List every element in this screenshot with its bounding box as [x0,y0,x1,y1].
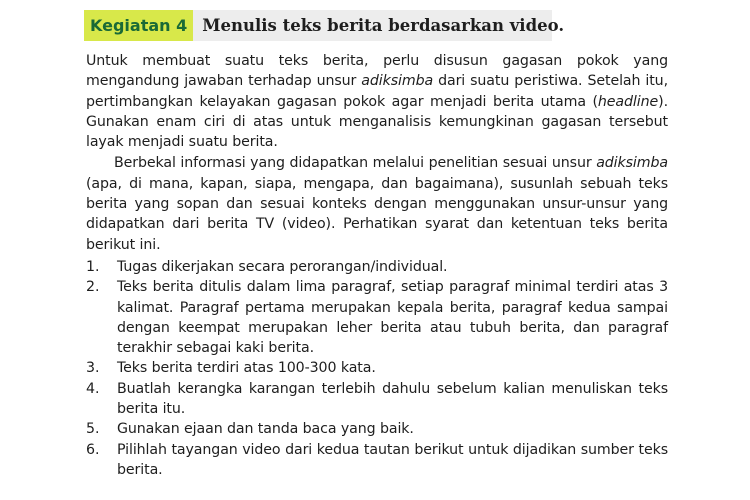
intro-text-part1: Untuk membuat suatu teks berita, perlu disusun gagasan pokok yang mengandung jawaban terhadap unsur [86,53,668,90]
list-item [86,257,668,277]
list-item-text: Gunakan ejaan dan tanda baca yang baik. [117,421,414,438]
list-item [86,440,668,481]
list-item [86,419,668,439]
list-item [86,277,668,358]
intro-text-part2: dari suatu peristiwa. Setelah itu, pertimbangkan kelayakan gagasan pokok agar menjadi berita utama ( [86,73,668,110]
activity-tag: Kegiatan 4 [84,10,193,41]
list-item-number: 1. [86,258,100,275]
instruction-text-part2: (apa, di mana, kapan, siapa, mengapa, dan bagaimana), susunlah sebuah teks berita yang sopan dan sesuai konteks dengan menggunakan unsur-unsur yang didapatkan dari berita TV (video). Perhatikan syarat dan ketentuan teks berita berikut ini. [86,175,668,253]
list-item-number: 3. [86,360,100,377]
requirements-list [86,257,668,480]
body-text [86,51,668,480]
activity-title: Menulis teks berita berdasarkan video. [202,16,565,35]
list-item-text: Teks berita ditulis dalam lima paragraf, setiap paragraf minimal terdiri atas 3 kalimat. Paragraf pertama merupakan kepala berita, paragraf kedua sampai dengan keempat merupakan leher berita atau tubuh berita, dan paragraf terakhir sebagai kaki berita. [117,279,668,357]
list-item-text: Pilihlah tayangan video dari kedua tautan berikut untuk dijadikan sumber teks berita. [117,441,668,478]
list-item-number: 2. [86,279,100,296]
instruction-term-adiksimba: adiksimba [596,155,668,172]
intro-term-adiksimba: adiksimba [361,73,434,90]
list-item-text: Teks berita terdiri atas 100-300 kata. [117,360,376,377]
list-item-number: 4. [86,380,100,397]
intro-term-headline: headline [597,93,659,110]
intro-paragraph [86,51,668,152]
list-item [86,379,668,420]
instruction-paragraph [86,153,668,254]
intro-text-part3: ). Gunakan enam ciri di atas untuk menganalisis kemungkinan gagasan tersebut layak menjadi suatu berita. [86,93,668,151]
instruction-text-part1: Berbekal informasi yang didapatkan melalui penelitian sesuai unsur [114,155,597,172]
list-item [86,358,668,378]
list-item-number: 6. [86,441,100,458]
list-item-text: Tugas dikerjakan secara perorangan/individual. [117,258,448,275]
list-item-number: 5. [86,421,100,438]
list-item-text: Buatlah kerangka karangan terlebih dahulu sebelum kalian menuliskan teks berita itu. [117,380,668,418]
activity-header [84,10,565,41]
